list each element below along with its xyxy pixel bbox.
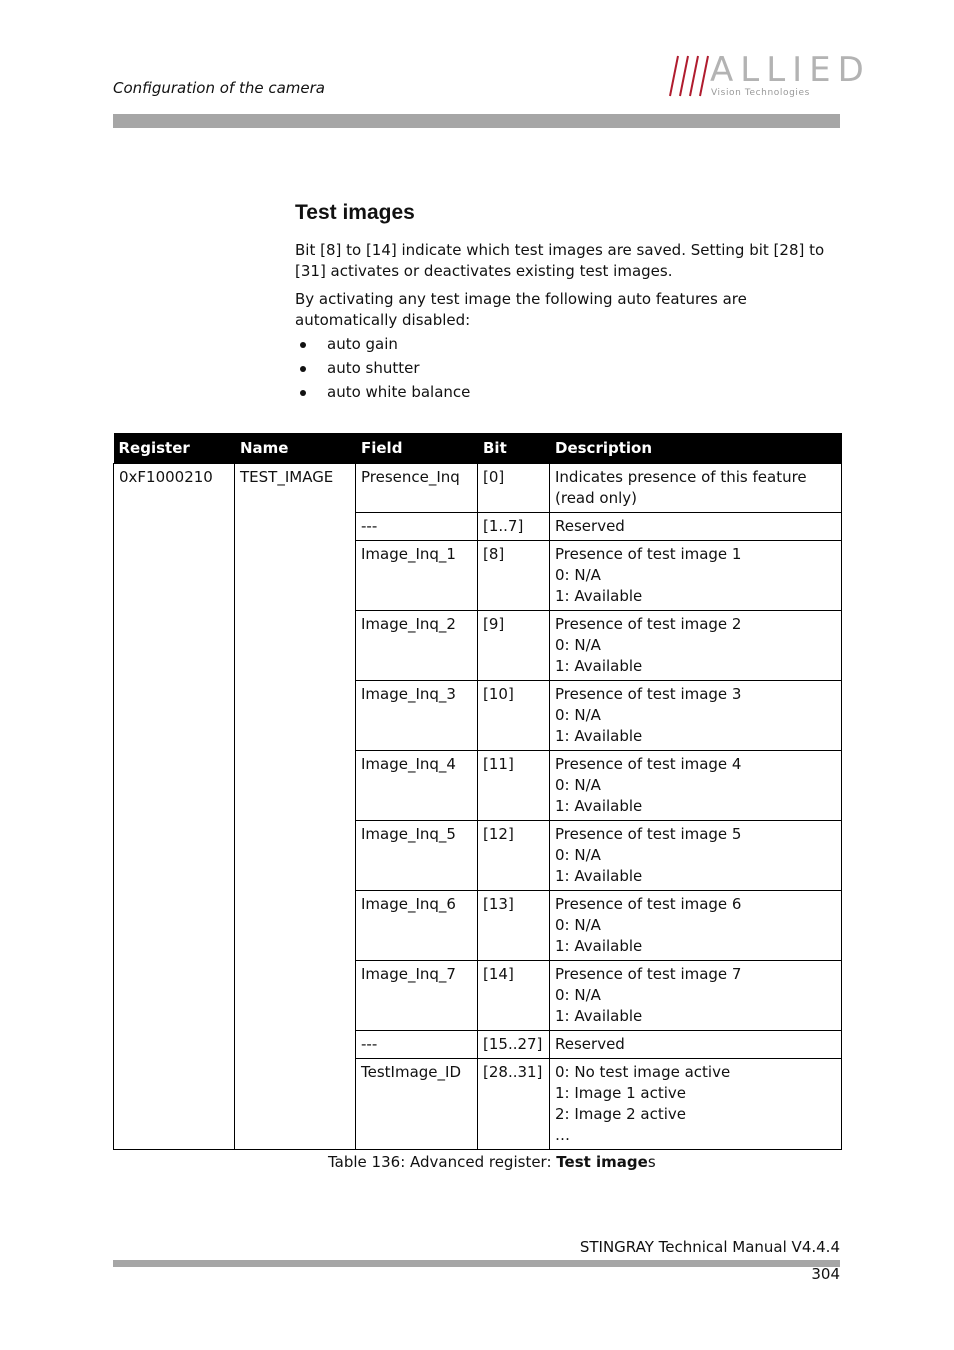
name-cell: TEST_IMAGE [235,464,356,1150]
bit-cell: [1..7] [478,513,550,541]
field-cell: Image_Inq_5 [356,821,478,891]
auto-features-paragraph: By activating any test image the following auto features are automatically disabled: [295,290,747,329]
header-bit: Bit [478,433,550,464]
section-title: Test images [295,201,415,224]
table-row [114,464,842,513]
description-cell: Presence of test image 7 0: N/A 1: Available [550,961,842,1031]
list-item: auto shutter [295,358,470,382]
bit-cell: [8] [478,541,550,611]
header-divider [113,114,840,128]
allied-logo [668,50,871,100]
field-cell: Image_Inq_1 [356,541,478,611]
bit-cell: [0] [478,464,550,513]
intro-paragraph: Bit [8] to [14] indicate which test images are saved. Setting bit [28] to [31] activates or deactivates existing test images. [295,241,825,280]
bit-cell: [12] [478,821,550,891]
bullet-icon [300,366,306,372]
bit-cell: [11] [478,751,550,821]
field-cell: --- [356,513,478,541]
bit-cell: [14] [478,961,550,1031]
bit-cell: [15..27] [478,1031,550,1059]
list-item: auto gain [295,334,470,358]
register-table [113,433,842,1150]
description-cell: Presence of test image 3 0: N/A 1: Available [550,681,842,751]
footer-document-title: STINGRAY Technical Manual V4.4.4 [579,1238,840,1256]
bit-cell: [10] [478,681,550,751]
description-cell: Indicates presence of this feature (read only) [550,464,842,513]
header-title: Configuration of the camera [113,79,325,97]
logo-subtitle: Vision Technologies [711,88,810,98]
bullet-icon [300,342,306,348]
footer-divider [113,1260,840,1267]
field-cell: Image_Inq_7 [356,961,478,1031]
description-cell: Presence of test image 4 0: N/A 1: Available [550,751,842,821]
description-cell: Reserved [550,1031,842,1059]
field-cell: TestImage_ID [356,1059,478,1150]
bullet-icon [300,390,306,396]
field-cell: Presence_Inq [356,464,478,513]
field-cell: Image_Inq_6 [356,891,478,961]
header-field: Field [356,433,478,464]
list-item: auto white balance [295,382,470,406]
bit-cell: [13] [478,891,550,961]
description-cell: Presence of test image 1 0: N/A 1: Available [550,541,842,611]
description-cell: Presence of test image 2 0: N/A 1: Available [550,611,842,681]
logo-wordmark: ALLIED [710,50,871,90]
logo-slashes-icon [668,54,712,98]
field-cell: Image_Inq_4 [356,751,478,821]
field-cell: Image_Inq_2 [356,611,478,681]
description-cell: 0: No test image active 1: Image 1 active 2: Image 2 active … [550,1059,842,1150]
field-cell: Image_Inq_3 [356,681,478,751]
page-number: 304 [811,1265,840,1283]
bit-cell: [28..31] [478,1059,550,1150]
description-cell: Reserved [550,513,842,541]
header-register: Register [114,433,235,464]
header-name: Name [235,433,356,464]
description-cell: Presence of test image 6 0: N/A 1: Available [550,891,842,961]
auto-features-list [295,334,470,406]
table-caption: Table 136: Advanced register: Test images [328,1153,656,1171]
description-cell: Presence of test image 5 0: N/A 1: Available [550,821,842,891]
bit-cell: [9] [478,611,550,681]
header-description: Description [550,433,842,464]
register-cell: 0xF1000210 [114,464,235,1150]
field-cell: --- [356,1031,478,1059]
table-header-row [114,433,842,464]
